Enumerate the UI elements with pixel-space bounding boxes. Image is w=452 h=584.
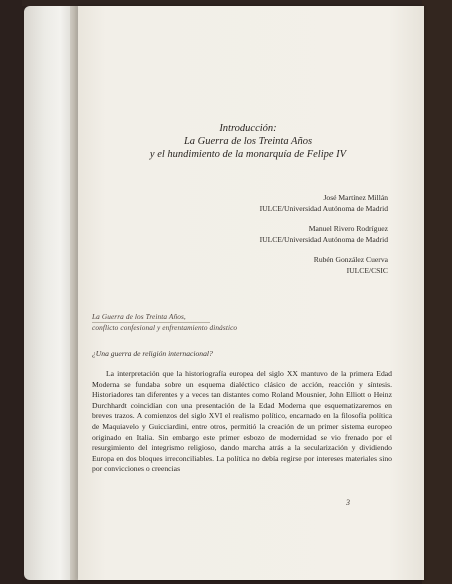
author-affiliation: IULCE/Universidad Autónoma de Madrid bbox=[259, 204, 388, 213]
subheading: ¿Una guerra de religión internacional? bbox=[92, 349, 213, 358]
body-paragraph: La interpretación que la historiografía europea del siglo XX mantuvo de la primera Edad Moderna se fundaba sobre un esquema dialéctico clásico de acción, reacción y síntesis. Historiadores tan diferentes y a veces tan distantes como Roland Mousnier, John Elliott o Heinz Durchhardt coincidían con una presentación de la Edad Moderna que esquematizaremos en breves trazos. A comienzos del siglo XVI el realismo político, encarnado en la filosofía política de Maquiavelo y Guicciardini, entre otros, permitió la creación de un primer sistema europeo originado en Italia. Sin embargo este primer esbozo de modernidad se vio frenado por el resurgimiento del integrismo religioso, dando marcha atrás a la secularización y dividiendo Europa en dos bloques irreconciliables. La política no debía regirse por intereses materiales sino por convicciones o creencias bbox=[92, 369, 392, 474]
author-name: José Martínez Millán bbox=[323, 193, 388, 202]
book-page bbox=[78, 6, 424, 580]
page-number: 3 bbox=[346, 498, 350, 507]
author-name: Rubén González Cuerva bbox=[313, 255, 388, 264]
chapter-title bbox=[98, 122, 398, 161]
background-left bbox=[0, 0, 22, 584]
author-name: Manuel Rivero Rodríguez bbox=[308, 224, 388, 233]
author-entry bbox=[128, 254, 388, 276]
title-line-2: La Guerra de los Treinta Años bbox=[183, 136, 313, 147]
author-list bbox=[128, 192, 388, 285]
section-heading-line-1: La Guerra de los Treinta Años, bbox=[92, 312, 210, 323]
author-entry bbox=[128, 223, 388, 245]
title-line-1: Introducción: bbox=[219, 123, 277, 134]
author-affiliation: IULCE/Universidad Autónoma de Madrid bbox=[259, 235, 388, 244]
section-heading bbox=[92, 312, 392, 333]
title-line-3: y el hundimiento de la monarquía de Felipe IV bbox=[149, 149, 347, 160]
author-entry bbox=[128, 192, 388, 214]
section-heading-line-2: conflicto confesional y enfrentamiento dinástico bbox=[92, 323, 238, 332]
author-affiliation: IULCE/CSIC bbox=[346, 266, 388, 275]
background-right bbox=[422, 0, 452, 584]
left-page-edge bbox=[24, 6, 76, 580]
